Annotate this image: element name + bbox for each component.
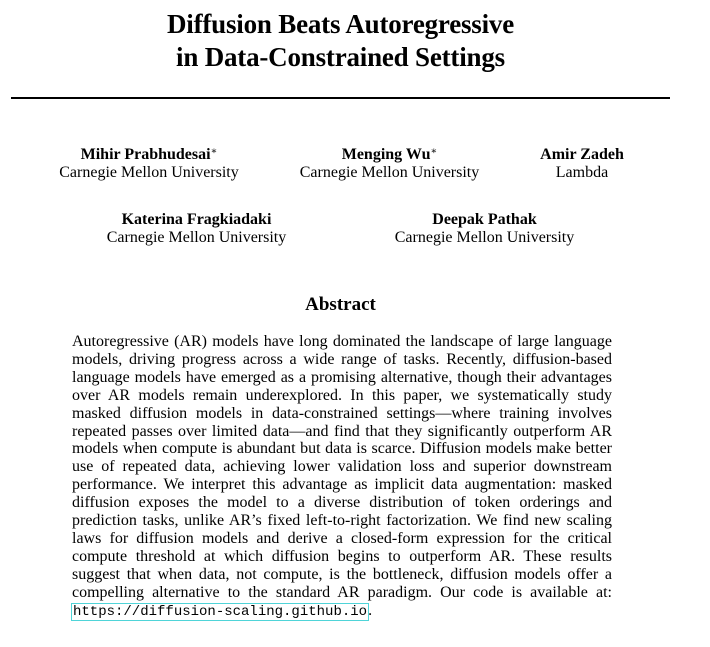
abstract-end: . — [368, 601, 373, 619]
author-block — [103, 211, 290, 247]
author-affiliation: Carnegie Mellon University — [106, 229, 287, 246]
abstract-text: Autoregressive (AR) models have long dominated the landscape of large language models, driving progress across a wide range of tasks. Recently, diffusion-based language models have emerged as a promising alternative, though their advantages over AR models remain underexplored. In this paper, we systematically study masked diffusion models in data-constrained settings—where training involves repeated passes over limited data—and find that they significantly outperform AR models when compute is abundant but data is scarce. Diffusion models make better use of repeated data, achieving lower validation loss and superior downstream performance. We interpret this advantage as implicit data augmentation: masked diffusion exposes the model to a diverse distribution of token orderings and prediction tasks, unlike AR’s fixed left-to-right factorization. We find new scaling laws for diffusion models and derive a closed-form expression for the critical compute threshold at which diffusion begins to outperform AR. These results suggest that when data, not compute, is the bottleneck, diffusion models offer a compelling alternative to the standard AR paradigm. Our code is available at: — [72, 333, 612, 601]
author-affiliation: Carnegie Mellon University — [59, 164, 239, 181]
author-block — [296, 146, 483, 182]
abstract-body — [72, 333, 612, 622]
author-name: Amir Zadeh — [540, 146, 624, 163]
author-affiliation: Carnegie Mellon University — [394, 229, 575, 246]
author-name: Katerina Fragkiadaki — [121, 211, 272, 228]
equal-contribution-mark: ∗ — [430, 146, 438, 157]
author-block — [391, 211, 578, 247]
author-affiliation: Lambda — [555, 164, 609, 181]
author-block — [535, 146, 629, 182]
equal-contribution-mark: ∗ — [210, 146, 218, 157]
author-name: Mihir Prabhudesai — [80, 146, 211, 163]
abstract-heading: Abstract — [305, 294, 376, 315]
code-link[interactable]: https://diffusion-scaling.github.io — [73, 603, 368, 620]
author-name: Deepak Pathak — [432, 211, 537, 228]
author-affiliation: Carnegie Mellon University — [299, 164, 480, 181]
author-name: Menging Wu — [341, 146, 431, 163]
paper-title-line-2: in Data-Constrained Settings — [176, 42, 505, 72]
title-rule — [11, 97, 670, 99]
author-block — [56, 146, 242, 182]
paper-title-line-1: Diffusion Beats Autoregressive — [167, 9, 514, 39]
